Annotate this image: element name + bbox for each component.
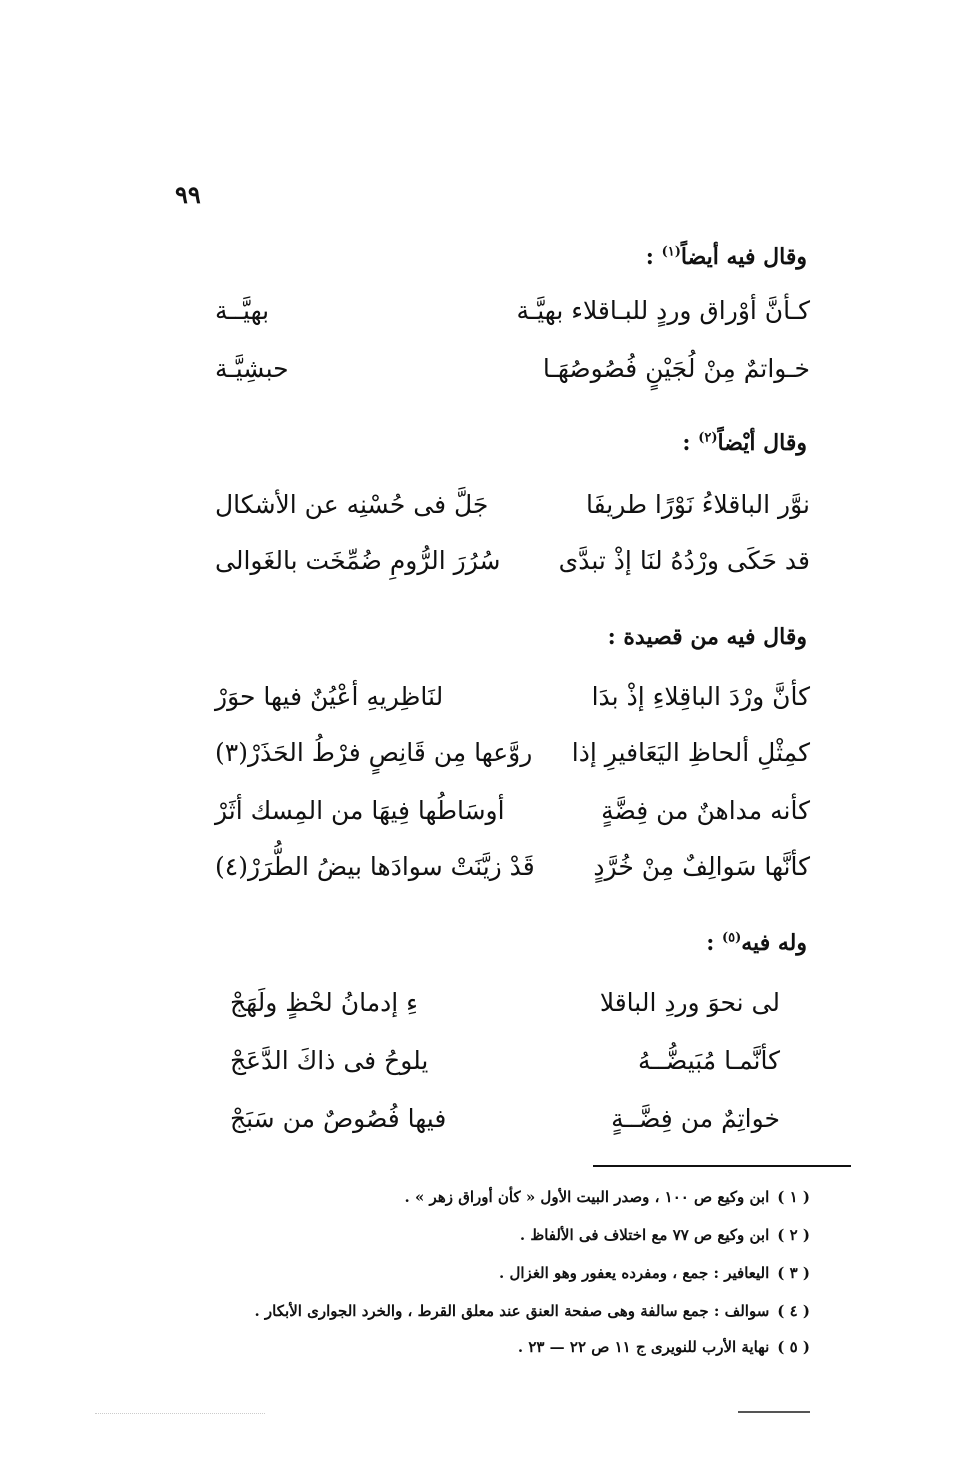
footnote-number: ( ٢ ) <box>777 1226 810 1244</box>
footnote-text: اليعافير : جمع ، ومفرده يعفور وهو الغزال . <box>499 1264 770 1282</box>
intro-colon: : <box>607 624 624 650</box>
verse-first-hemistich: كـأنَّ أوْراق وردٍ للبـاقلاء بهيَّـة <box>516 296 810 325</box>
verse-first-hemistich: خواتِمٌ من فِضَّــةٍ <box>611 1104 780 1133</box>
verse-second-hemistich: جَلَّ فى حُسْنِه عن الأشكال <box>215 490 489 519</box>
verse-first-hemistich: كأنَّمـا مُبَيضُّــهُ <box>637 1046 780 1075</box>
footnote <box>190 1188 810 1206</box>
section-intro <box>646 244 807 270</box>
footnote-text: ابن وكيع ص ٧٧ مع اختلاف فى الألفاظ . <box>519 1226 770 1244</box>
footnote-ref: (١) <box>661 244 681 260</box>
verse-second-hemistich: فيها فُصُوصٌ من سَبَجْ <box>230 1104 447 1133</box>
section-intro <box>706 930 807 956</box>
intro-text: وله فيه <box>741 930 807 956</box>
verse-second-hemistich: أوسَاطُها فِيهَا من المِسك أثَرْ <box>215 796 505 825</box>
verse-first-hemistich: كمِثْلِ ألحاظِ اليَعَافيرِ إذا <box>571 738 810 767</box>
verse-second-hemistich: لنَاظِريهِ أعْيُنٌ فيها حوَرْ <box>215 682 444 711</box>
footnote-text: سوالف : جمع سالفة وهى صفحة العنق عند معلق القرط ، والخرد الجوارى الأبكار . <box>254 1302 770 1320</box>
verse-first-hemistich: كأنه مداهنٌ من فِضَّةٍ <box>601 796 810 825</box>
section-intro <box>608 624 807 650</box>
bottom-rule <box>738 1411 810 1413</box>
verse-line <box>200 852 810 898</box>
footnote-text: ابن وكيع ص ١٠٠ ، وصدر البيت الأول « كأن أوراق زهر » . <box>404 1188 770 1206</box>
intro-text: وقال فيه من قصيدة <box>623 624 807 650</box>
verse-first-hemistich: قد حَكَى ورْدُهُ لنَا إذْ تبدَّى <box>558 546 810 575</box>
intro-colon: : <box>645 244 662 270</box>
footnote-number: ( ١ ) <box>777 1188 810 1206</box>
verse-line <box>200 490 810 536</box>
verse-line <box>200 546 810 592</box>
verse-line <box>200 1046 810 1092</box>
intro-colon: : <box>682 430 699 456</box>
footnote-text: نهاية الأرب للنويرى ج ١١ ص ٢٢ — ٢٣ . <box>517 1338 770 1356</box>
footnote-separator <box>593 1165 851 1167</box>
verse-line <box>200 796 810 842</box>
verse-second-hemistich: سُرُرَ الرُّومِ ضُمِّخَت بالغَوالى <box>215 546 501 575</box>
verse-second-hemistich: حبشِيَّـة <box>215 354 289 383</box>
footnote <box>190 1338 810 1356</box>
footnote-number: ( ٤ ) <box>777 1302 810 1320</box>
verse-second-hemistich: روَّعها مِن قَانِصٍ فرْطُ الحَذَرْ(٣) <box>215 738 533 767</box>
verse-line <box>200 682 810 728</box>
intro-colon: : <box>706 930 722 956</box>
verse-first-hemistich: نوَّر الباقلاءُ نَوْرًا طريفَا <box>586 490 810 519</box>
footnote <box>190 1302 810 1320</box>
footnote <box>190 1264 810 1282</box>
verse-line <box>200 738 810 784</box>
verse-line <box>200 988 810 1034</box>
footnote-number: ( ٥ ) <box>777 1338 810 1356</box>
intro-text: وقال فيه أيضاً <box>680 244 807 270</box>
verse-second-hemistich: ءِ إدمانُ لحْظٍ ولَهَجْ <box>230 988 418 1017</box>
verse-second-hemistich: يلوحُ فى ذاكَ الدَّعَجْ <box>230 1046 429 1075</box>
footnote-number: ( ٣ ) <box>777 1264 810 1282</box>
intro-text: وقال أيْضاً <box>717 430 807 456</box>
footnote-ref: (٥) <box>721 930 742 946</box>
verse-line <box>200 1104 810 1150</box>
footnote <box>190 1226 810 1244</box>
verse-line <box>200 296 810 342</box>
verse-second-hemistich: بهيَّــة <box>215 296 270 325</box>
section-intro <box>682 430 807 456</box>
page-number: ٩٩ <box>175 180 201 209</box>
verse-first-hemistich: خـواتمٌ مِنْ لُجَيْنٍ فُصُوصُهَـا <box>542 354 810 383</box>
verse-first-hemistich: لى نحوَ وردِ الباقلا <box>599 988 780 1017</box>
verse-line <box>200 354 810 400</box>
verse-first-hemistich: كأنَّها سَوالِفٌ مِنْ خُرَّدٍ <box>593 852 810 881</box>
scan-artifact <box>95 1413 265 1414</box>
verse-second-hemistich: قَدْ زيَّنَتْ سوادَها بيضُ الطُّرَرْ(٤) <box>215 852 535 881</box>
verse-first-hemistich: كأنَّ ورْدَ الباقِلاءِ إذْ بدَا <box>591 682 810 711</box>
footnote-ref: (٢) <box>698 430 718 446</box>
